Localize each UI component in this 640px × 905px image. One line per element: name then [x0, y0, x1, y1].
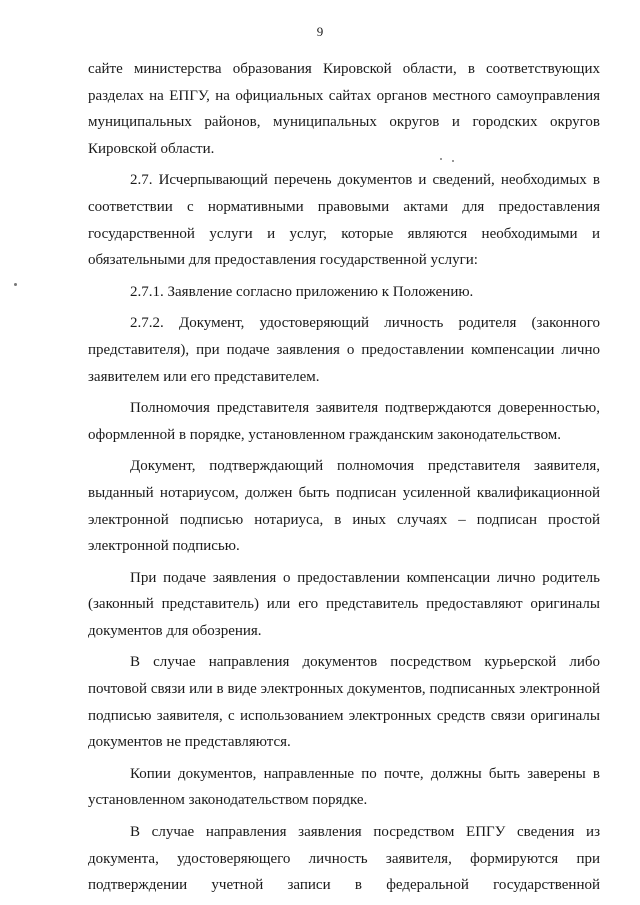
paragraph-courier-postal: В случае направления документов посредством курьерской либо почтовой связи или в виде электронных документов, подписанных электронной подписью заявителя, с использованием электронных средств связи оригиналы документов не представляются.: [88, 654, 600, 751]
document-body: [88, 56, 600, 899]
scan-speck: [440, 158, 442, 160]
paragraph-2-7: 2.7. Исчерпывающий перечень документов и сведений, необходимых в соответствии с нормативными правовыми актами для предоставления государственной услуги и услуг, которые являются необходимыми и обязательными для предоставления государственной услуги:: [88, 172, 600, 269]
paragraph-2-7-2: 2.7.2. Документ, удостоверяющий личность родителя (законного представителя), при подаче заявления о предоставлении компенсации лично заявителем или его представителем.: [88, 315, 600, 385]
paragraph-epgu-submission: В случае направления заявления посредством ЕПГУ сведения из документа, удостоверяющего личность заявителя, формируются при подтверждении учетной записи в федеральной государственной: [88, 824, 600, 894]
paragraph-personal-submission: При подаче заявления о предоставлении компенсации лично родитель (законный представитель) или его представитель предоставляют оригиналы документов для обозрения.: [88, 569, 600, 639]
scan-speck: [14, 283, 17, 286]
paragraph-representative-authority: Полномочия представителя заявителя подтверждаются доверенностью, оформленной в порядке, установленном гражданским законодательством.: [88, 400, 600, 443]
page-number: 9: [316, 24, 324, 39]
paragraph-continuation: сайте министерства образования Кировской области, в соответствующих разделах на ЕПГУ, на официальных сайтах органов местного самоуправления муниципальных районов, муниципальных округов и городских округов Кировской области.: [88, 61, 600, 157]
paragraph-2-7-1: 2.7.1. Заявление согласно приложению к Положению.: [130, 283, 474, 300]
paragraph-copies-by-mail: Копии документов, направленные по почте, должны быть заверены в установленном законодательством порядке.: [88, 765, 600, 809]
paragraph-notary-document: Документ, подтверждающий полномочия представителя заявителя, выданный нотариусом, должен быть подписан усиленной квалификационной электронной подписью нотариуса, в иных случаях – подписан простой электронной подписью.: [88, 458, 600, 555]
scan-speck: [452, 160, 454, 162]
